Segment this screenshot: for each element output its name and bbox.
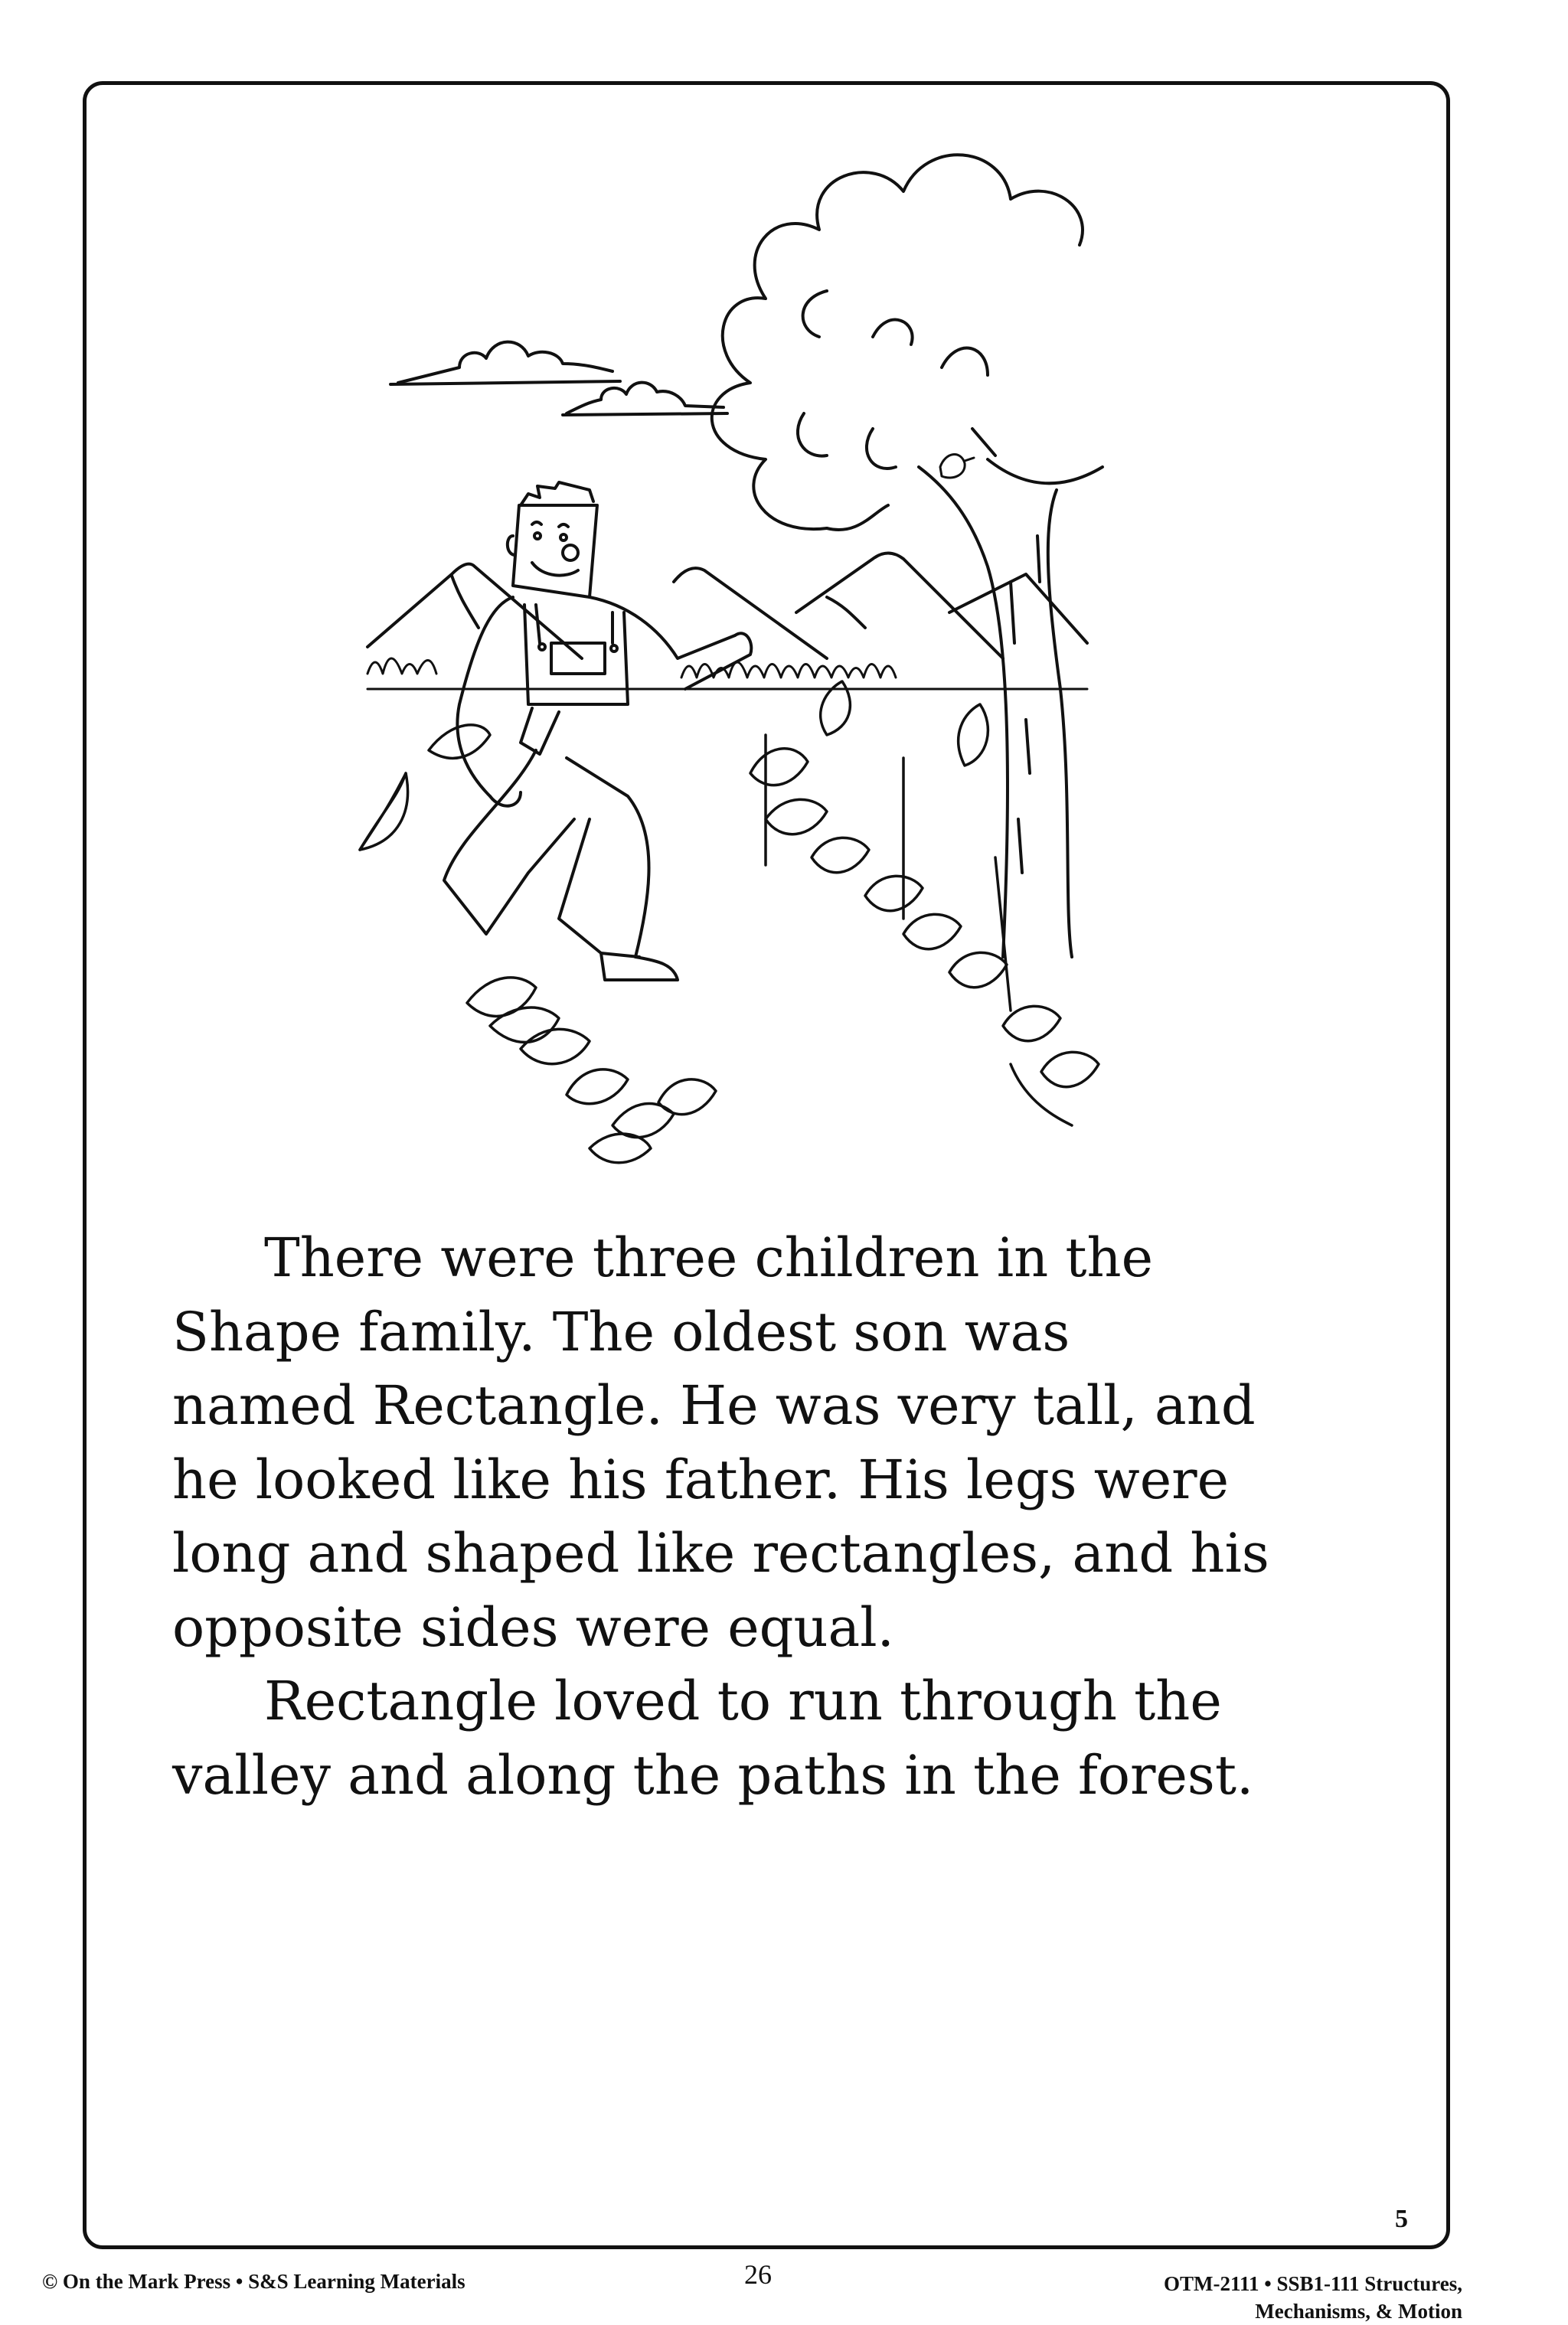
story-line: Shape family. The oldest son was bbox=[172, 1300, 1070, 1363]
footer-product-line-1: OTM-2111 • SSB1-111 Structures, bbox=[1164, 2272, 1462, 2295]
story-line: There were three children in the bbox=[264, 1226, 1154, 1289]
illustration-rectangle-running bbox=[337, 107, 1217, 1202]
story-line: opposite sides were equal. bbox=[172, 1595, 894, 1659]
cloud-icon bbox=[390, 342, 727, 415]
mountain-icon bbox=[368, 553, 1087, 659]
story-line: he looked like his father. His legs were bbox=[172, 1448, 1230, 1511]
tree-icon bbox=[712, 155, 1102, 957]
footer-product bbox=[1087, 2270, 1462, 2325]
rectangle-character bbox=[444, 482, 751, 980]
story-paragraph-1 bbox=[172, 1221, 1367, 1664]
page-number: 5 bbox=[1395, 2205, 1408, 2233]
story-text bbox=[172, 1221, 1367, 1812]
story-line: named Rectangle. He was very tall, and bbox=[172, 1374, 1256, 1437]
story-paragraph-2 bbox=[172, 1664, 1367, 1812]
story-line: Rectangle loved to run through the bbox=[264, 1670, 1222, 1732]
leaf-icon bbox=[360, 681, 1099, 1163]
footer-publisher: © On the Mark Press • S&S Learning Materials bbox=[42, 2270, 466, 2293]
bird-icon bbox=[940, 455, 974, 478]
story-line: valley and along the paths in the forest. bbox=[172, 1743, 1254, 1807]
footer-page-number: 26 bbox=[744, 2259, 772, 2290]
story-line: long and shaped like rectangles, and his bbox=[172, 1522, 1269, 1585]
treeline bbox=[368, 658, 1087, 689]
footer-product-line-2: Mechanisms, & Motion bbox=[1255, 2300, 1462, 2323]
